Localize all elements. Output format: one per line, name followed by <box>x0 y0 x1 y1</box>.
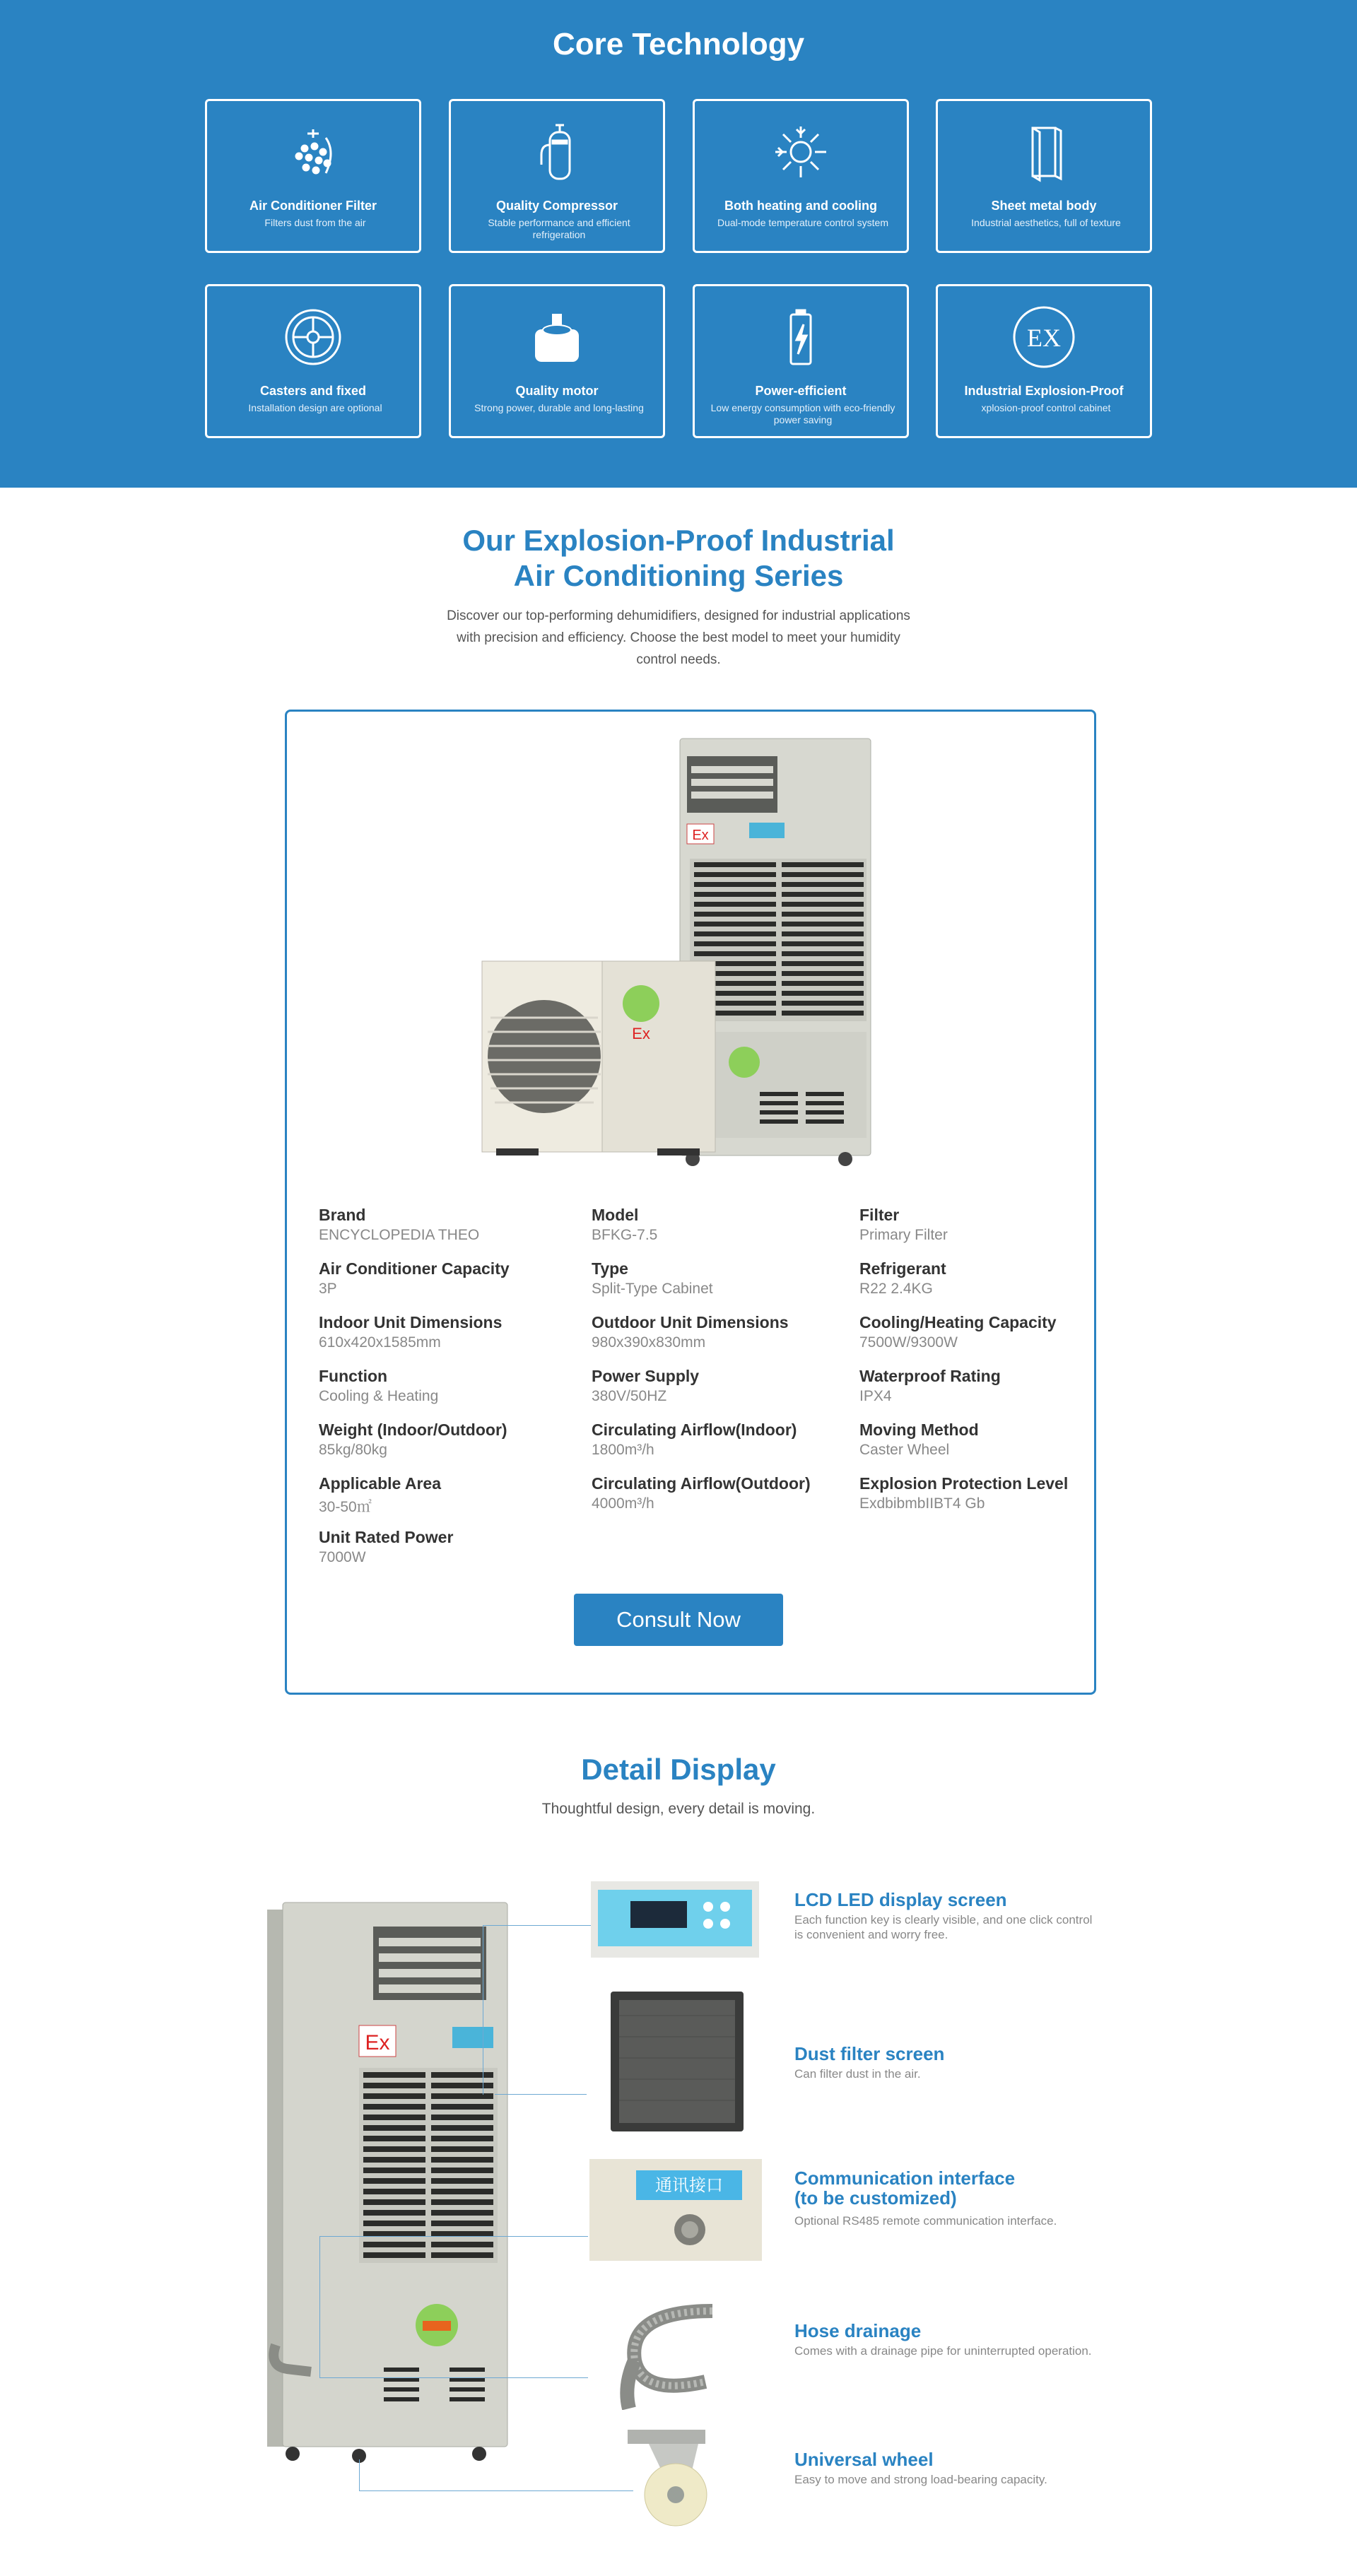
spec-value: BFKG-7.5 <box>592 1227 658 1243</box>
consult-now-button[interactable]: Consult Now <box>574 1594 783 1646</box>
spec-label: Type <box>592 1259 628 1278</box>
spec-label: Waterproof Rating <box>859 1367 1001 1385</box>
spec-label: Unit Rated Power <box>319 1528 454 1546</box>
spec-value: 1800m³/h <box>592 1442 654 1458</box>
series-title-line: Our Explosion-Proof Industrial <box>462 524 895 557</box>
svg-text:EX: EX <box>1027 324 1061 352</box>
feature-title: Industrial Explosion-Proof <box>964 384 1124 398</box>
spec-item <box>592 1421 797 1459</box>
spec-value: 610x420x1585mm <box>319 1334 441 1351</box>
feature-desc: Low energy consumption with eco-friendly power saving <box>710 402 895 425</box>
detail-title: Detail Display <box>581 1753 776 1786</box>
feature-desc: Industrial aesthetics, full of texture <box>971 217 1121 228</box>
spec-value: 7000W <box>319 1549 366 1565</box>
feature-desc: Installation design are optional <box>248 402 382 413</box>
connector-line <box>319 2236 320 2377</box>
spec-label: Brand <box>319 1206 366 1224</box>
core-technology-title: Core Technology <box>552 27 805 61</box>
spec-value: 4000m³/h <box>592 1495 654 1512</box>
heat-cool-icon <box>695 117 907 187</box>
dust-filter-image <box>606 1987 748 2136</box>
feature-card-explosion-proof <box>936 284 1152 438</box>
spec-value: R22 2.4KG <box>859 1281 933 1297</box>
spec-value: 85kg/80kg <box>319 1442 387 1458</box>
feature-desc: Stable performance and efficient refrigeration <box>488 217 630 240</box>
spec-label: Circulating Airflow(Indoor) <box>592 1421 797 1439</box>
spec-item <box>319 1313 502 1351</box>
spec-item <box>319 1528 453 1566</box>
motor-icon <box>451 302 663 372</box>
spec-item <box>592 1206 657 1244</box>
spec-item <box>592 1313 789 1351</box>
detail-item-desc: Comes with a drainage pipe for uninterrupted operation. <box>794 2344 1092 2358</box>
spec-label: Cooling/Heating Capacity <box>859 1313 1057 1331</box>
detail-item-title: Hose drainage <box>794 2320 922 2341</box>
spec-value: 980x390x830mm <box>592 1334 706 1351</box>
spec-label: Explosion Protection Level <box>859 1474 1069 1493</box>
series-description: Discover our top-performing dehumidifiers, designed for industrial applications with precision and efficiency. Choose the best model to meet your humidity control needs. <box>447 608 910 667</box>
spec-value: IPX4 <box>859 1388 892 1404</box>
feature-title: Both heating and cooling <box>724 199 877 213</box>
spec-item <box>859 1367 1001 1405</box>
core-technology-section <box>0 0 1357 488</box>
spec-value: 7500W/9300W <box>859 1334 958 1351</box>
spec-item <box>592 1367 699 1405</box>
feature-card-casters <box>205 284 421 438</box>
feature-card-compressor <box>449 99 665 253</box>
feature-card-power-efficient <box>693 284 909 438</box>
spec-label: Function <box>319 1367 388 1385</box>
spec-value: ExdbibmbIIBT4 Gb <box>859 1495 985 1512</box>
feature-title: Power-efficient <box>755 384 847 398</box>
spec-item <box>319 1206 479 1244</box>
cabinet-icon <box>938 117 1150 187</box>
ex-label: Ex <box>692 828 709 843</box>
connector-line <box>359 2459 360 2490</box>
connector-line <box>319 2236 588 2237</box>
spec-item <box>859 1313 1057 1351</box>
feature-card-heat-cool <box>693 99 909 253</box>
caster-wheel-image <box>621 2424 727 2530</box>
spec-item <box>859 1474 1068 1512</box>
detail-item-title: LCD LED display screen <box>794 1889 1007 1910</box>
ex-icon <box>938 302 1150 372</box>
feature-card-filter <box>205 99 421 253</box>
feature-desc: xplosion-proof control cabinet <box>981 402 1111 413</box>
spec-value: 3P <box>319 1281 337 1297</box>
connector-line <box>319 2377 588 2378</box>
connector-line <box>495 2094 587 2095</box>
spec-value: Caster Wheel <box>859 1442 950 1458</box>
battery-icon <box>695 302 907 372</box>
spec-label: Power Supply <box>592 1367 700 1385</box>
spec-item <box>319 1259 510 1298</box>
spec-value: 380V/50HZ <box>592 1388 667 1404</box>
spec-label: Weight (Indoor/Outdoor) <box>319 1421 507 1439</box>
series-title <box>396 523 961 594</box>
detail-item-desc: Each function key is clearly visible, and one click control is convenient and worry free. <box>794 1913 1093 1941</box>
connector-line <box>359 2490 633 2491</box>
spec-label: Circulating Airflow(Outdoor) <box>592 1474 811 1493</box>
spec-label: Applicable Area <box>319 1474 441 1493</box>
connector-line <box>483 1925 592 1926</box>
filter-icon <box>207 117 419 187</box>
detail-unit-image <box>267 1901 522 2488</box>
spec-value: ENCYCLOPEDIA THEO <box>319 1227 480 1243</box>
feature-title: Quality motor <box>515 384 599 398</box>
spec-item <box>859 1206 948 1244</box>
spec-item <box>859 1421 979 1459</box>
detail-item-title-line2: (to be customized) <box>794 2187 957 2209</box>
wheel-icon <box>207 302 419 372</box>
detail-item-title: Universal wheel <box>794 2449 934 2470</box>
detail-item-title: Communication interface <box>794 2168 1016 2189</box>
lcd-panel-image <box>591 1881 759 1958</box>
spec-label: Model <box>592 1206 639 1224</box>
feature-title: Quality Compressor <box>495 199 618 213</box>
feature-title: Casters and fixed <box>259 384 367 398</box>
spec-label: Refrigerant <box>859 1259 946 1278</box>
spec-label: Air Conditioner Capacity <box>319 1259 510 1278</box>
spec-value: Split-Type Cabinet <box>592 1281 713 1297</box>
feature-card-motor <box>449 284 665 438</box>
series-title-line: Air Conditioning Series <box>513 559 844 592</box>
spec-value: 30-50㎡ <box>319 1499 372 1515</box>
spec-value: Primary Filter <box>859 1227 948 1243</box>
feature-card-sheet-metal <box>936 99 1152 253</box>
feature-title: Sheet metal body <box>991 199 1097 213</box>
spec-item <box>319 1474 441 1517</box>
spec-label: Indoor Unit Dimensions <box>319 1313 503 1331</box>
spec-label: Moving Method <box>859 1421 979 1439</box>
spec-label: Filter <box>859 1206 900 1224</box>
detail-item-desc: Optional RS485 remote communication interface. <box>794 2214 1057 2228</box>
panel-label: 通讯接口 <box>655 2175 723 2195</box>
hose-image <box>606 2290 762 2410</box>
detail-subtitle: Thoughtful design, every detail is moving. <box>541 1801 816 1817</box>
spec-label: Outdoor Unit Dimensions <box>592 1313 789 1331</box>
product-image <box>481 735 876 1173</box>
compressor-icon <box>451 117 663 187</box>
feature-desc: Dual-mode temperature control system <box>717 217 888 228</box>
communication-panel-image <box>589 2159 762 2261</box>
detail-item-desc: Easy to move and strong load-bearing capacity. <box>794 2473 1047 2486</box>
spec-item <box>319 1367 438 1405</box>
spec-item <box>319 1421 507 1459</box>
ex-label: Ex <box>632 1025 650 1042</box>
feature-desc: Filters dust from the air <box>264 217 366 228</box>
spec-item <box>859 1259 946 1298</box>
feature-desc: Strong power, durable and long-lasting <box>474 402 644 413</box>
spec-item <box>592 1474 811 1512</box>
feature-title: Air Conditioner Filter <box>249 199 377 213</box>
spec-item <box>592 1259 713 1298</box>
spec-value: Cooling & Heating <box>319 1388 439 1404</box>
detail-item-title: Dust filter screen <box>794 2043 945 2064</box>
detail-item-desc: Can filter dust in the air. <box>794 2067 921 2081</box>
ex-label: Ex <box>365 2031 390 2054</box>
